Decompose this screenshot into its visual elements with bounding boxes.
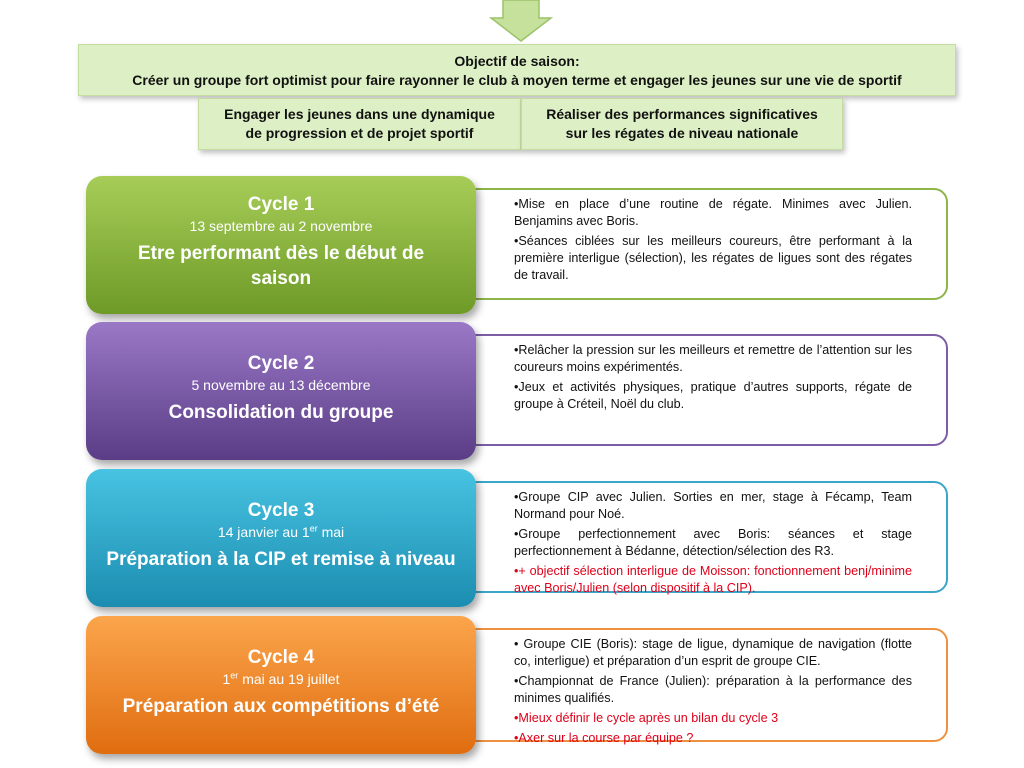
cycle-title: Cycle 4 [247,647,315,668]
cycle-bullet: •Groupe CIP avec Julien. Sorties en mer, stage à Fécamp, Team Normand pour Noé. [514,490,912,521]
goal-performance-box [521,98,843,150]
goal-line: sur les régates de niveau nationale [565,125,799,141]
cycle-title: Cycle 1 [247,194,315,215]
cycle-dates: 5 novembre au 13 décembre [191,377,371,393]
cycle-subtitle-line: Etre performant dès le début de [137,243,425,264]
cycle-dates: 1er mai au 19 juillet [222,670,340,687]
down-arrow-icon [489,0,553,42]
cycle-4-box [86,616,476,754]
goal-line: Réaliser des performances significatives [546,106,818,122]
cycle-bullet: •Jeux et activités physiques, pratique d’autres supports, régate de groupe à Créteil, Noël du club. [514,380,912,411]
goal-engagement-box [198,98,521,150]
cycle-bullet: • Groupe CIE (Boris): stage de ligue, dynamique de navigation (flotte co, interligue) et préparation d’un esprit de groupe CIE. [514,637,912,668]
cycle-subtitle: Préparation à la CIP et remise à niveau [106,549,456,570]
cycle-1-box [86,176,476,314]
cycle-2-details [458,334,948,446]
cycle-4-details [458,628,948,745]
cycle-bullet: •Séances ciblées sur les meilleurs coureurs, être performant à la première interligue (sélection), les régates de ligues sont des régates de travail. [514,234,912,282]
cycle-subtitle-line: saison [250,268,312,289]
cycle-2-box [86,322,476,460]
cycle-3-details [458,481,948,593]
cycle-bullet: •Mise en place d’une routine de régate. Minimes avec Julien. Benjamins avec Boris. [514,197,912,228]
cycle-title: Cycle 2 [247,353,315,374]
cycle-dates: 13 septembre au 2 novembre [189,218,373,234]
goal-line: Engager les jeunes dans une dynamique [224,106,495,122]
cycle-subtitle [86,241,476,291]
objective-text: Créer un groupe fort optimist pour faire rayonner le club à moyen terme et engager les jeunes sur une vie de sportif [132,72,902,88]
goal-line: de progression et de projet sportif [245,125,474,141]
objective-title: Objectif de saison: [454,53,580,69]
cycle-subtitle: Préparation aux compétitions d’été [122,696,440,717]
cycle-bullet: •Mieux définir le cycle après un bilan du cycle 3 [514,711,779,725]
cycle-bullet: •Relâcher la pression sur les meilleurs et remettre de l’attention sur les coureurs moins expérimentés. [514,343,912,374]
cycle-bullet: •+ objectif sélection interligue de Moisson: fonctionnement benj/minime avec Boris/Julien (selon dispositif à la CIP). [514,564,912,595]
cycle-subtitle: Consolidation du groupe [168,402,394,423]
cycle-title: Cycle 3 [247,500,315,521]
cycle-bullet: •Groupe perfectionnement avec Boris: séances et stage perfectionnement à Bédanne, détection/sélection des R3. [514,527,912,558]
cycle-3-box [86,469,476,607]
season-objective-box [78,44,956,96]
cycle-1-details [458,188,948,300]
cycle-dates: 14 janvier au 1er mai [217,523,345,540]
cycle-bullet: •Championnat de France (Julien): préparation à la performance des minimes qualifiés. [514,674,912,705]
cycle-bullet: •Axer sur la course par équipe ? [514,731,694,745]
